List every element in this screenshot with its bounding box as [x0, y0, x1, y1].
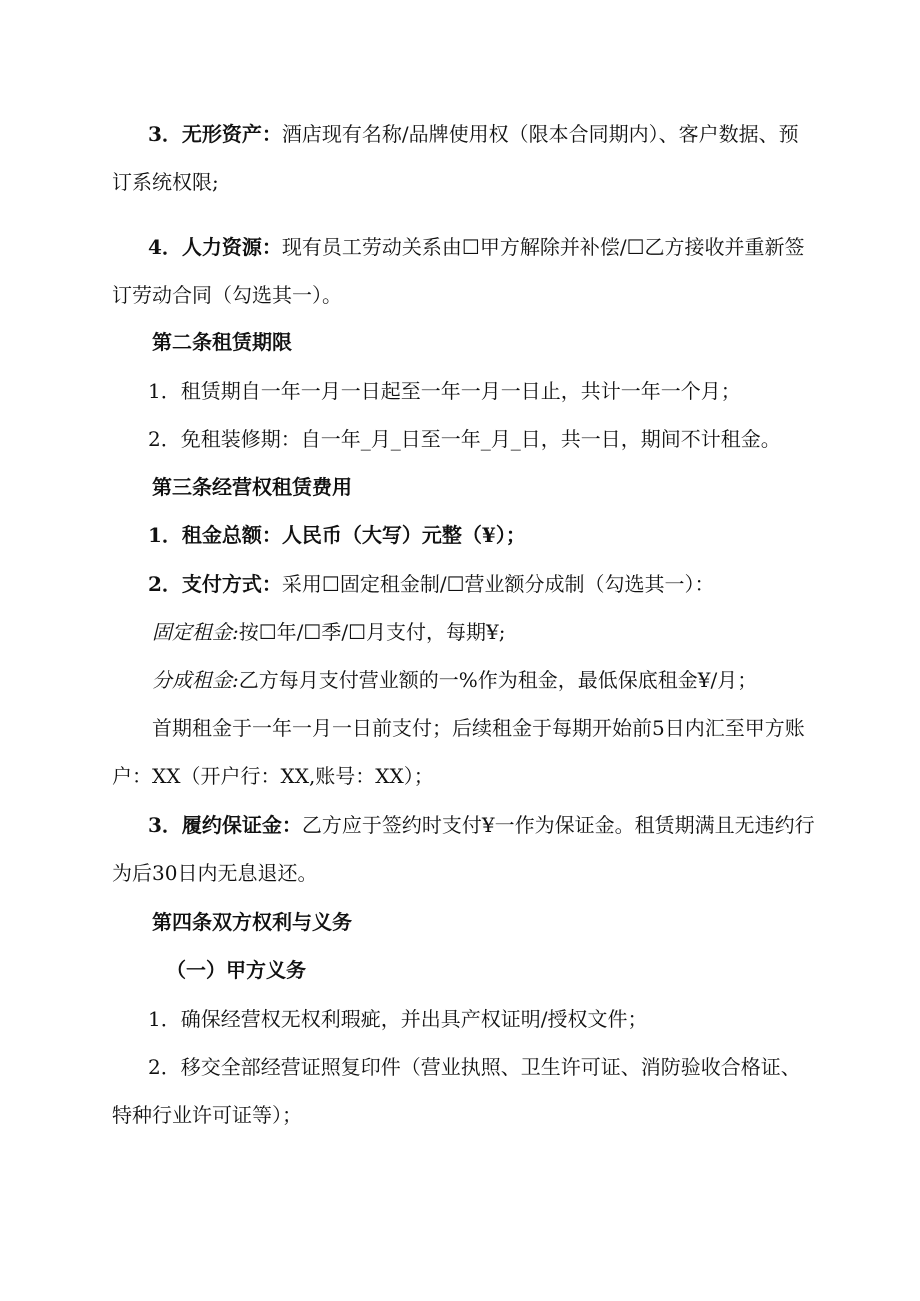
- clause-revenue-share: [152, 666, 757, 694]
- clause-total-rent: 1．租金总额：人民币（大写）元整（¥）；: [148, 523, 526, 547]
- clause-text: 现有员工劳动关系由☐甲方解除并补偿/☐乙方接收并重新签: [281, 235, 805, 259]
- clause-payment-method: [148, 570, 715, 598]
- clause-continuation: 订劳动合同（勾选其一）。: [112, 283, 342, 307]
- clause-text: 乙方应于签约时支付¥一作为保证金。租赁期满且无违约行: [301, 813, 815, 837]
- clause-text: 乙方每月支付营业额的一%作为租金，最低保底租金¥/月；: [238, 668, 758, 692]
- clause-lead: 固定租金:: [152, 620, 239, 644]
- clause-rent-free-period: 2．免租装修期：自一年_月_日至一年_月_日，共一日，期间不计租金。: [148, 427, 781, 451]
- clause-lead: 3．履约保证金：: [148, 813, 302, 837]
- clause-human-resources: [148, 233, 805, 261]
- clause-lead: 分成租金:: [152, 668, 239, 692]
- clause-lead: 2．支付方式：: [148, 572, 282, 596]
- article-heading-2: 第二条租赁期限: [152, 330, 292, 354]
- clause-first-payment: 首期租金于一年一月一日前支付；后续租金于每期开始前5日内汇至甲方账: [152, 716, 805, 740]
- section-subheading: （一）甲方义务: [166, 958, 306, 982]
- clause-lease-term: 1．租赁期自一年一月一日起至一年一月一日止，共计一年一个月；: [148, 379, 741, 403]
- clause-text: 采用☐固定租金制/☐营业额分成制（勾选其一）：: [281, 572, 715, 596]
- article-heading-4: 第四条双方权利与义务: [152, 910, 352, 934]
- clause-continuation: 特种行业许可证等）；: [112, 1103, 302, 1127]
- article-heading-3: 第三条经营权租赁费用: [152, 475, 352, 499]
- clause-lead: 4．人力资源：: [148, 235, 282, 259]
- clause-lead: 3．无形资产：: [148, 122, 282, 146]
- clause-continuation: 户：XX（开户行：XX,账号：XX）；: [112, 764, 434, 788]
- clause-text: 按☐年/☐季/☐月支付，每期¥;: [238, 620, 506, 644]
- clause-intangible-assets: [148, 120, 799, 148]
- clause-continuation: 为后30日内无息退还。: [112, 861, 318, 885]
- clause-licenses: 2．移交全部经营证照复印件（营业执照、卫生许可证、消防验收合格证、: [148, 1055, 801, 1079]
- clause-fixed-rent: [152, 618, 505, 646]
- clause-continuation: 订系统权限;: [112, 170, 219, 194]
- clause-text: 酒店现有名称/品牌使用权（限本合同期内）、客户数据、预: [281, 122, 799, 146]
- clause-deposit: [148, 811, 815, 839]
- clause-no-defect: 1．确保经营权无权利瑕疵，并出具产权证明/授权文件；: [148, 1007, 648, 1031]
